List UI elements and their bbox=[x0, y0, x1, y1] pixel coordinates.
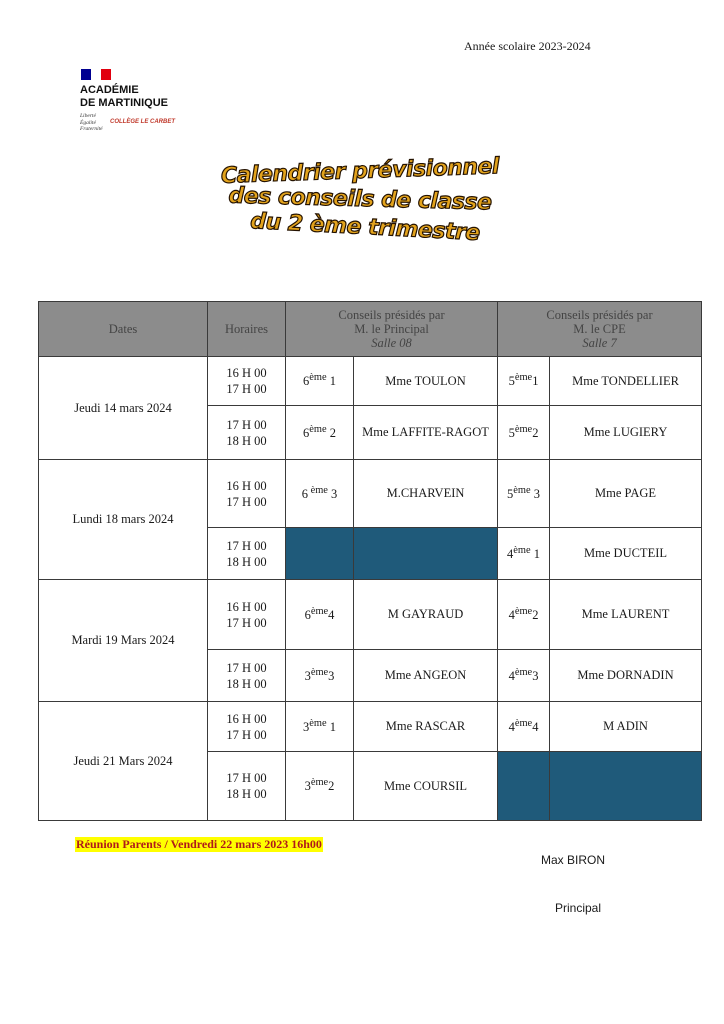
class-cell: 5ème1 bbox=[498, 357, 550, 406]
class-cell: 6ème 1 bbox=[286, 357, 354, 406]
teacher-cell: M.CHARVEIN bbox=[354, 460, 498, 528]
empty-slot bbox=[354, 528, 498, 580]
table-row bbox=[39, 702, 702, 752]
class-cell: 4ème4 bbox=[498, 702, 550, 752]
table-row bbox=[39, 460, 702, 528]
time-cell: 16 H 00 17 H 00 bbox=[208, 580, 286, 650]
time-cell: 17 H 00 18 H 00 bbox=[208, 650, 286, 702]
schedule-table bbox=[38, 301, 702, 821]
time-cell: 17 H 00 18 H 00 bbox=[208, 752, 286, 821]
teacher-cell: Mme LAFFITE-RAGOT bbox=[354, 406, 498, 460]
date-cell: Mardi 19 Mars 2024 bbox=[39, 580, 208, 702]
document-title bbox=[175, 154, 545, 246]
teacher-cell: Mme PAGE bbox=[550, 460, 702, 528]
table-row bbox=[39, 580, 702, 650]
time-cell: 16 H 00 17 H 00 bbox=[208, 702, 286, 752]
teacher-cell: Mme COURSIL bbox=[354, 752, 498, 821]
header-horaires: Horaires bbox=[208, 302, 286, 357]
header-cpe: Conseils présidés par M. le CPE Salle 7 bbox=[498, 302, 702, 357]
header-principal: Conseils présidés par M. le Principal Salle 08 bbox=[286, 302, 498, 357]
class-cell: 4ème3 bbox=[498, 650, 550, 702]
time-cell: 16 H 00 17 H 00 bbox=[208, 357, 286, 406]
title-line-1: Calendrier prévisionnel bbox=[220, 154, 500, 189]
teacher-cell: M GAYRAUD bbox=[354, 580, 498, 650]
teacher-cell: Mme DUCTEIL bbox=[550, 528, 702, 580]
date-cell: Lundi 18 mars 2024 bbox=[39, 460, 208, 580]
teacher-cell: Mme RASCAR bbox=[354, 702, 498, 752]
class-cell: 3ème3 bbox=[286, 650, 354, 702]
date-cell: Jeudi 21 Mars 2024 bbox=[39, 702, 208, 821]
teacher-cell: Mme TOULON bbox=[354, 357, 498, 406]
teacher-cell: Mme DORNADIN bbox=[550, 650, 702, 702]
teacher-cell: Mme LUGIERY bbox=[550, 406, 702, 460]
french-flag-icon bbox=[81, 69, 111, 80]
class-cell: 5ème2 bbox=[498, 406, 550, 460]
parents-meeting-notice: Réunion Parents / Vendredi 22 mars 2023 16h00 bbox=[76, 837, 322, 851]
empty-slot bbox=[550, 752, 702, 821]
signer-name: Max BIRON bbox=[541, 853, 606, 867]
title-line-2: des conseils de classe bbox=[228, 183, 492, 216]
date-cell: Jeudi 14 mars 2024 bbox=[39, 357, 208, 460]
teacher-cell: M ADIN bbox=[550, 702, 702, 752]
class-cell: 4ème 1 bbox=[498, 528, 550, 580]
time-cell: 16 H 00 17 H 00 bbox=[208, 460, 286, 528]
table-row bbox=[39, 357, 702, 406]
time-cell: 17 H 00 18 H 00 bbox=[208, 406, 286, 460]
class-cell: 5ème 3 bbox=[498, 460, 550, 528]
teacher-cell: Mme TONDELLIER bbox=[550, 357, 702, 406]
college-name: COLLÈGE LE CARBET bbox=[110, 119, 176, 125]
academy-name-line1: ACADÉMIE bbox=[80, 84, 139, 96]
time-cell: 17 H 00 18 H 00 bbox=[208, 528, 286, 580]
class-cell: 3ème2 bbox=[286, 752, 354, 821]
signer-role: Principal bbox=[555, 901, 602, 915]
school-year: Année scolaire 2023-2024 bbox=[464, 39, 591, 53]
teacher-cell: Mme LAURENT bbox=[550, 580, 702, 650]
academy-logo bbox=[80, 69, 175, 133]
class-cell: 6ème 2 bbox=[286, 406, 354, 460]
class-cell: 6 $^{ème}$ 3 bbox=[286, 460, 354, 528]
class-cell: 6ème4 bbox=[286, 580, 354, 650]
class-cell: 4ème2 bbox=[498, 580, 550, 650]
empty-slot bbox=[286, 528, 354, 580]
empty-slot bbox=[498, 752, 550, 821]
republic-motto: Liberté Égalité Fraternité bbox=[80, 113, 103, 132]
header-dates: Dates bbox=[39, 302, 208, 357]
title-line-3: du 2 ème trimestre bbox=[249, 209, 481, 246]
class-cell: 3ème 1 bbox=[286, 702, 354, 752]
academy-name-line2: DE MARTINIQUE bbox=[80, 97, 168, 109]
teacher-cell: Mme ANGEON bbox=[354, 650, 498, 702]
